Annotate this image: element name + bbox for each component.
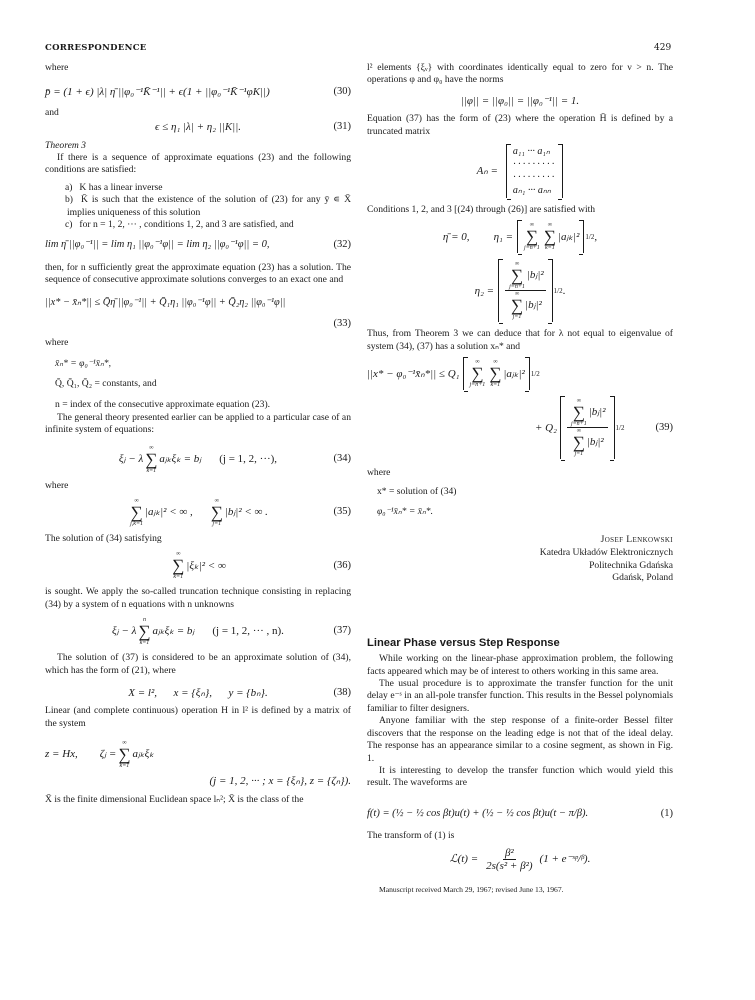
equation-32: [45, 239, 351, 251]
conditions-list: [45, 182, 351, 232]
paragraph-sought: is sought. We apply the so-called truncation technique consisting in replacing (34) by a system of n equations with n unknowns: [45, 586, 351, 610]
paragraph-then: then, for n sufficiently great the approximate equation (23) has a solution. The sequence of consecutive approximate solutions converges to an exact one and: [45, 261, 351, 286]
definition-1: x̄ₙ* = φ₀⁻¹x̄ₙ*,: [55, 357, 112, 369]
paragraph: The usual procedure is to approximate the transfer function for the unit delay e⁻ˢ in an all-pole transfer function. This results in the Bessel polynomials familiar to filter designers.: [367, 678, 673, 714]
summation-symbol: ∞ ∑ j=n+1: [524, 222, 540, 252]
equation-36: ∞ ∑ k=1 |ξₖ|² < ∞ (36): [172, 551, 351, 581]
definition-2: φ₀⁻¹x̄ₙ* = x̄ₙ*.: [377, 506, 434, 518]
paragraph: Anyone familiar with the step response of a finite-order Bessel filter discovers that the response on the leading edge is not that of the ideal delay. The response has an appearance similar to a cosine segment, as shown in Fig. 1.: [367, 715, 673, 764]
condition-b: b) K̄ is such that the existence of the solution of (23) for any ȳ ∊ X̄ implies uniqueness of this solution: [65, 194, 351, 218]
equation-number: (36): [333, 559, 351, 571]
text-where: where: [45, 479, 69, 491]
summation-symbol: ∞ ∑ j=n+1: [469, 359, 486, 389]
summation-symbol: n ∑ k=1: [138, 617, 151, 647]
author-location: Gdańsk, Poland: [612, 572, 673, 584]
equation-number: (33): [333, 317, 351, 329]
equation-z: z = Hx, ζⱼ = ∞ ∑ k=1 aⱼₖξₖ: [45, 740, 154, 770]
equation-37: ξⱼ − λ n ∑ k=1 aⱼₖξₖ = bⱼ (j = 1, 2, ··· , n). (37): [112, 617, 351, 647]
equation-number: (39): [655, 421, 673, 433]
equation-number: (31): [333, 121, 351, 133]
left-column: [45, 62, 351, 806]
equation-2: ℒ(t) = $\frac{\text{β²}}{\text{2s(s² + β²)}}$ (1 + e⁻ˢᵖ/ᵝ).: [449, 846, 591, 872]
condition-a: a) K has a linear inverse: [65, 181, 163, 193]
text-and: and: [45, 106, 59, 118]
definition-3: n = index of the consecutive approximate equation (23).: [55, 399, 271, 411]
paragraph: It is interesting to develop the transfer function which would yield this result. The waveforms are: [367, 764, 673, 789]
equation-31: [45, 121, 351, 133]
footnote: Manuscript received March 29, 1967; revised June 13, 1967.: [379, 885, 564, 895]
equation-number: (1): [660, 807, 673, 819]
equation-number: (34): [333, 452, 351, 464]
equation-35: ∞ ∑ j,k=1 |aⱼₖ|² < ∞ , ∞ ∑ j=1 |bⱼ|² < ∞ . (35): [130, 497, 351, 527]
paragraph: While working on the linear-phase approximation problem, the following facts appeared which may be of interest to others working in this same area.: [367, 653, 673, 677]
bracket: [560, 396, 615, 459]
equation-1: f(t) = (½ − ½ cos βt)u(t) + (½ − ½ cos βt)u(t − π/β). (1): [367, 807, 673, 819]
equation-number: (38): [333, 686, 351, 698]
fraction: ∞ ∑ j=n+1 |bⱼ|² ∞ ∑ j=1 |bⱼ|²: [567, 398, 608, 457]
definition-2: Q̄, Q̄₁, Q̄₂ = constants, and: [55, 377, 157, 389]
definitions: [367, 486, 673, 519]
paragraph-37: The solution of (37) is considered to be an approximate solution of (34), which has the form of (21), where: [45, 652, 351, 676]
paragraph-thus: Thus, from Theorem 3 we can deduce that for λ not equal to eigenvalue of system (34), (37) has a solution xₙ* and: [367, 328, 673, 352]
equation-34: ξⱼ − λ ∞ ∑ k=1 aⱼₖξₖ = bⱼ (j = 1, 2, ···), (34): [118, 444, 351, 474]
equation-38: X = l², x = {ξₙ}, y = {bₙ}. (38): [128, 686, 351, 699]
author-signature: [367, 534, 673, 584]
author-dept: Katedra Układów Elektronicznych: [539, 547, 673, 559]
paragraph-continued: l² elements {ξᵥ} with coordinates identically equal to zero for ν > n. The operations φ and φ₀ have the norms: [367, 62, 673, 86]
equation-expr: p̄ = (1 + ϵ) |λ| η̄ ||φ₀⁻¹K̄⁻¹|| + ϵ(1 + ||φ₀⁻¹K̄⁻¹φK||): [45, 86, 270, 99]
summation-symbol: ∞ ∑ k=1: [145, 444, 158, 474]
bracket: ∞ ∑ j=n+1 ∞ ∑ k=1 |aⱼₖ|²: [463, 357, 530, 390]
text-where: where: [45, 62, 69, 73]
equation-number: (30): [333, 86, 351, 98]
equation-33: [45, 297, 351, 309]
fraction: $\frac{\text{β²}}{\text{2s(s² + β²)}}$: [486, 846, 533, 872]
equation-matrix: Aₙ = a₁₁ ··· a₁ₙ ········· ········· aₙ₁ ··· aₙₙ: [367, 144, 673, 198]
author-institution: Politechnika Gdańska: [589, 559, 673, 571]
bracket: ∞ ∑ j=n+1 ∞ ∑ k=1 |aⱼₖ|²: [517, 220, 584, 253]
author-name: Josef Lenkowski: [600, 534, 673, 546]
equation-number: (37): [333, 625, 351, 637]
paragraph-solution: The solution of (34) satisfying: [45, 532, 162, 544]
summation-symbol: ∞ ∑ k=1: [172, 551, 185, 581]
equation-norms: ||φ|| = ||φ₀|| = ||φ₀⁻¹|| = 1.: [460, 94, 580, 107]
paragraph-eq37: Equation (37) has the form of (23) where the operation H̄ is defined by a truncated matrix: [367, 113, 673, 137]
theorem-title: Theorem 3: [45, 139, 86, 151]
equation-expr: ||x* − x̄ₙ*|| ≤ Q̄η̄ ||φ₀⁻¹|| + Q̄₁η₁ ||φ₀⁻¹φ|| + Q̄₂η₂ ||φ₀⁻¹φ||: [45, 296, 286, 308]
equation-eta2: η₂ = ∞ ∑ j=n+1 |bⱼ|² ∞ ∑ j=1 |bⱼ|² 1/2 .: [474, 261, 566, 321]
theorem-intro: If there is a sequence of approximate equations (23) and the following conditions are satisfied:: [45, 152, 351, 176]
truncated-matrix: a₁₁ ··· a₁ₙ ········· ········· aₙ₁ ··· aₙₙ: [506, 144, 563, 198]
equation-expr: lim η̄ ||φ₀⁻¹|| = lim η₁ ||φ₀⁻¹φ|| = lim η₂ ||φ₀⁻¹φ|| = 0,: [45, 239, 270, 251]
fraction: ∞ ∑ j=n+1 |bⱼ|² ∞ ∑ j=1 |bⱼ|²: [505, 261, 546, 320]
paragraph-xbar: X̄ is the finite dimensional Euclidean space lₙ²; X̄ is the class of the: [45, 793, 304, 805]
equation-number: (35): [333, 506, 351, 518]
condition-c: c) for n = 1, 2, ··· , conditions 1, 2, and 3 are satisfied, and: [65, 219, 294, 231]
page-number: 429: [654, 43, 672, 53]
section-title: Linear Phase versus Step Response: [367, 636, 560, 649]
definition-1: x* = solution of (34): [377, 485, 457, 497]
equation-39-line1: ||x* − φ₀⁻¹x̄ₙ*|| ≤ Q₁ ∞ ∑ j=n+1 ∞ ∑ k=1 |aⱼₖ|² 1/2: [367, 359, 540, 389]
text-where: where: [367, 467, 391, 479]
equation-39-line2: + Q₂ ∞ ∑ j=n+1 |bⱼ|² ∞ ∑ j=1 |bⱼ|² 1/2 (39): [535, 398, 673, 458]
bracket: [498, 259, 553, 322]
equation-number: (32): [333, 239, 351, 251]
right-column: [367, 62, 673, 897]
equation-z-condition: (j = 1, 2, ··· ; x = {ξₙ}, z = {ζₙ}).: [209, 775, 351, 788]
equation-33-number-line: [45, 317, 351, 331]
equation-30: [45, 86, 351, 98]
summation-symbol: ∞ ∑ j=1: [210, 497, 223, 527]
text-where: where: [45, 337, 69, 349]
paragraph-conditions: Conditions 1, 2, and 3 [(24) through (26)] are satisfied with: [367, 204, 596, 216]
summation-symbol: ∞ ∑ k=1: [489, 359, 502, 389]
paragraph-general: The general theory presented earlier can be applied to a particular case of an infinite system of equations:: [45, 411, 351, 436]
summation-symbol: ∞ ∑ j,k=1: [130, 497, 143, 527]
summation-symbol: ∞ ∑ k=1: [543, 222, 556, 252]
equation-expr: ϵ ≤ η₁ |λ| + η₂ ||K||.: [155, 121, 241, 134]
summation-symbol: ∞ ∑ k=1: [118, 740, 131, 770]
paragraph-transform: The transform of (1) is: [367, 830, 455, 842]
definitions: [45, 358, 351, 412]
paragraph-linear: Linear (and complete continuous) operation H in l² is defined by a matrix of the system: [45, 705, 351, 729]
running-head: CORRESPONDENCE: [45, 43, 147, 53]
equation-eta1: η̄ = 0, η₁ = ∞ ∑ j=n+1 ∞ ∑ k=1 |aⱼₖ|² 1/2 ,: [442, 222, 598, 252]
